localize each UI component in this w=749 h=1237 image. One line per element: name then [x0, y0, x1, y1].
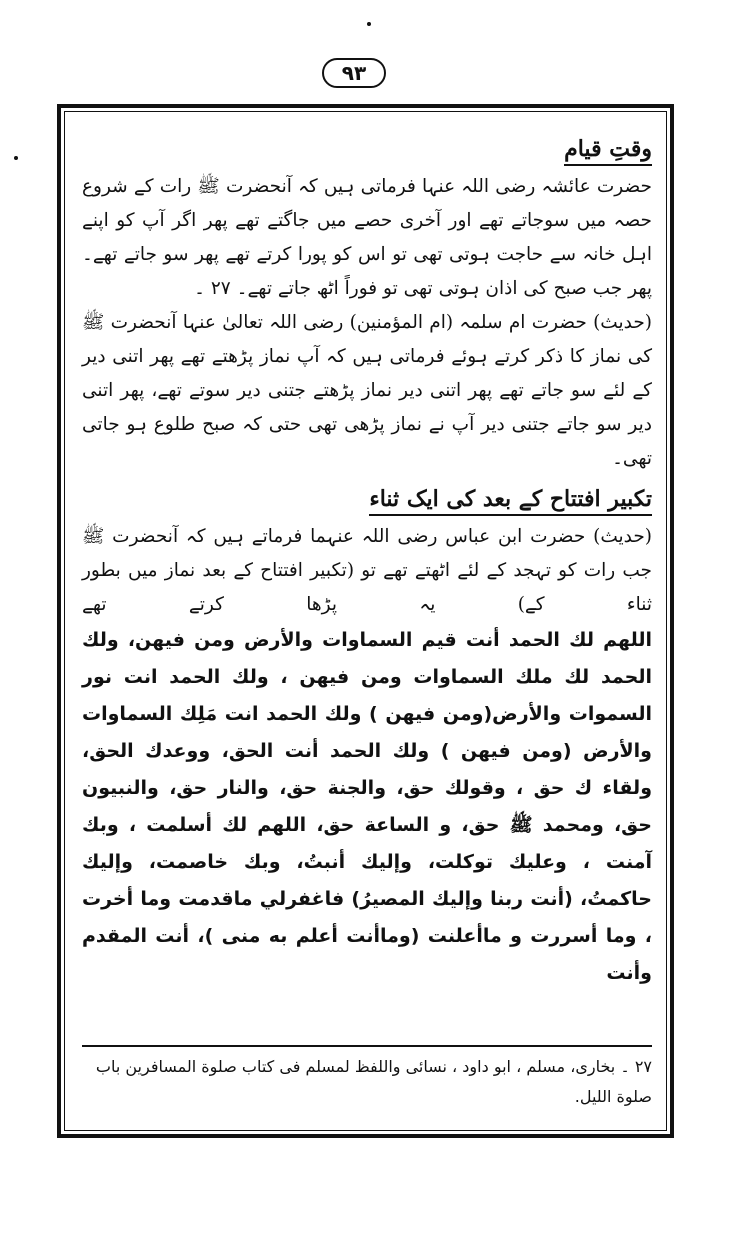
arabic-supplication: اللهم لك الحمد أنت قيم السماوات والأرض ومن فيهن، ولك الحمد لك ملك السماوات ومن فيهن ، ولك الحمد انت نور السموات والأرض(ومن فيهن ) ولك الحمد انت مَلِك السماوات والأرض (ومن فيهن ) ولك الحمد أنت الحق، ووعدك الحق، ولقاء ك حق ، وقولك حق، والجنة حق، والنار حق، والنبيون حق، ومحمد ﷺ حق، و الساعة حق، اللهم لك أسلمت ، وبك آمنت ، وعليك توكلت، وإليك أنبتُ، وبك خاصمت، وإليك حاكمتُ، (أنت ربنا وإليك المصيرُ) فاغفرلي ماقدمت وما أخرت ، وما أسررت و ماأعلنت (وماأنت أعلم به منى )، أنت المقدم وأنت — [82, 629, 652, 984]
paragraph-ibn-abbas-hadith: (حدیث) حضرت ابن عباس رضی اللہ عنہما فرماتے ہیں کہ آنحضرت ﷺ جب رات کو تہجد کے لئے اٹھتے تھے تو (تکبیر افتتاح کے بعد نماز میں بطور ثناء کے) یہ پڑھا کرتے تھے — [82, 526, 652, 615]
paragraph-umm-salama-hadith: (حدیث) حضرت ام سلمہ (ام المؤمنین) رضی اللہ تعالیٰ عنہا آنحضرت ﷺ کی نماز کا ذکر کرتے ہوئے فرماتی ہیں کہ آپ نماز پڑھتے تھے پھر اتنی دیر کے لئے سو جاتے تھے پھر اتنی دیر نماز پڑھتے جتنی دیر سوتے تھے، پھر اتنی دیر سو جاتے جتنی دیر آپ نے نماز پڑھی تھی حتی کہ صبح طلوع ہو جاتی تھی۔ — [82, 312, 652, 469]
scan-dot — [367, 22, 371, 26]
heading-text: وقتِ قیام — [564, 136, 652, 166]
scan-dot — [14, 156, 18, 160]
paragraph-aisha-hadith: حضرت عائشہ رضی اللہ عنہا فرماتی ہیں کہ آنحضرت ﷺ رات کے شروع حصہ میں سوجاتے تھے اور آخری حصے میں جاگتے تھے پھر اگر آپ کو اپنے اہل خانہ سے حاجت ہوتی تھی تو اس کو پورا کرتے تھے پھر سو جاتے تھے۔ پھر جب صبح کی اذان ہوتی تھی تو فوراً اٹھ جاتے تھے۔ ۲۷ ۔ — [82, 176, 652, 299]
section-heading-waqt-e-qiyam — [82, 128, 652, 170]
page-body — [82, 128, 652, 992]
footnote-divider — [82, 1045, 652, 1047]
section-heading-sana — [82, 478, 652, 520]
footnote: ۲۷ ۔ بخاری، مسلم ، ابو داود ، نسائی واللفظ لمسلم فی کتاب صلوة المسافرین باب صلوة اللیل. — [95, 1057, 652, 1106]
heading-text: تکبیر افتتاح کے بعد کی ایک ثناء — [369, 486, 652, 516]
page-number: ۹۳ — [322, 58, 386, 88]
